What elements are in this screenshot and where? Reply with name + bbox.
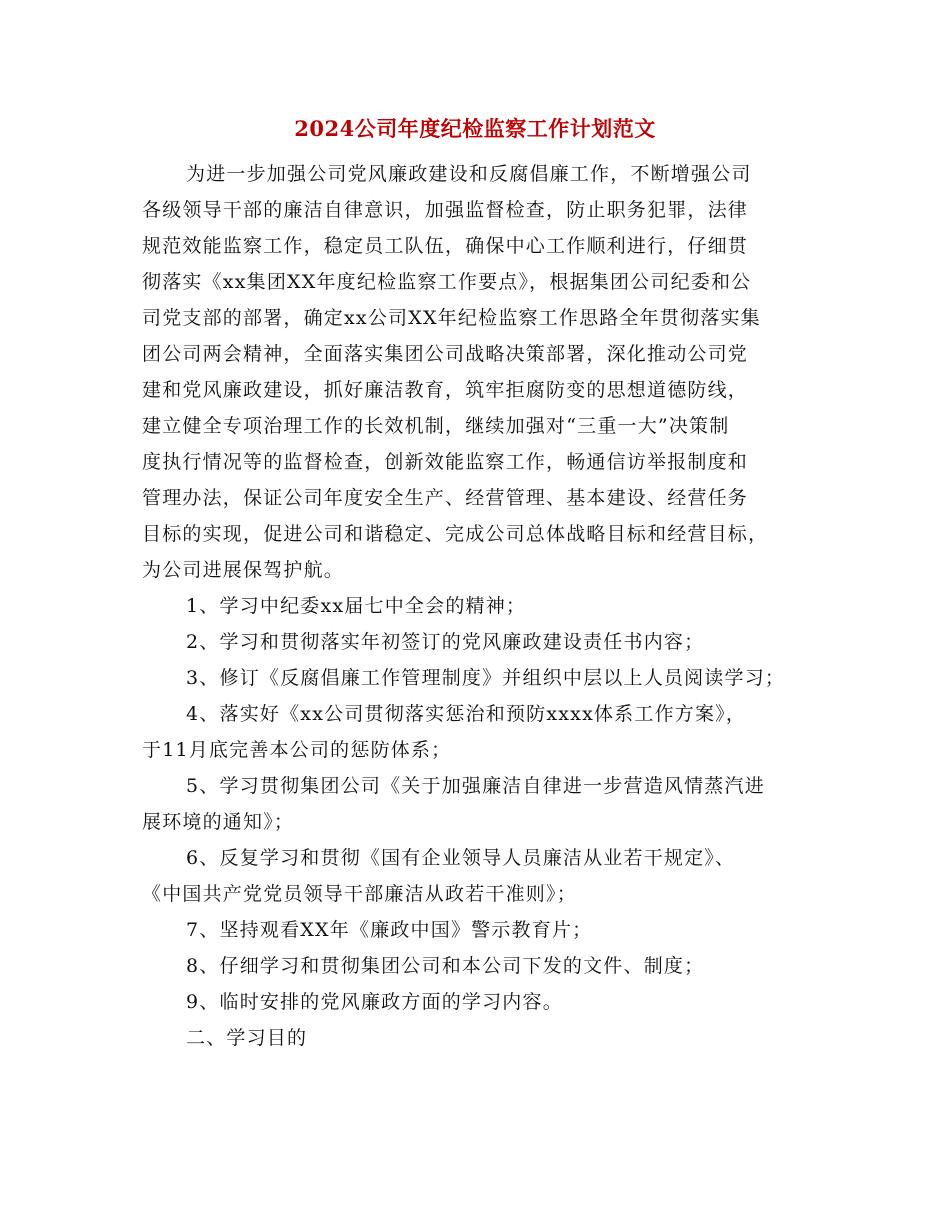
section-heading: 二、学习目的: [186, 1027, 308, 1049]
list-item: 2、学习和贯彻落实年初签订的党风廉政建设责任书内容；: [186, 631, 705, 653]
list-item: 4、落实好《xx公司贯彻落实惩治和预防xxxx体系工作方案》，: [186, 703, 747, 725]
paragraph-line: 为进一步加强公司党风廉政建设和反腐倡廉工作，不断增强公司: [186, 163, 752, 185]
list-item-continuation: 《中国共产党党员领导干部廉洁从政若干准则》；: [142, 883, 577, 905]
document-title: 2024公司年度纪检监察工作计划范文: [294, 116, 656, 141]
paragraph-line: 规范效能监察工作，稳定员工队伍，确保中心工作顺利进行，仔细贯: [142, 235, 749, 257]
list-item-continuation: 展环境的通知》；: [142, 811, 295, 833]
paragraph-line: 彻落实《xx集团XX年度纪检监察工作要点》，根据集团公司纪委和公: [142, 271, 752, 293]
list-item-continuation: 于11月底完善本公司的惩防体系；: [142, 739, 452, 761]
paragraph-line: 目标的实现，促进公司和谐稳定、完成公司总体战略目标和经营目标，: [142, 523, 769, 545]
paragraph-line: 司党支部的部署，确定xx公司XX年纪检监察工作思路全年贯彻落实集: [142, 307, 761, 329]
paragraph-line: 建立健全专项治理工作的长效机制，继续加强对“三重一大”决策制: [142, 415, 730, 437]
paragraph-line: 度执行情况等的监督检查，创新效能监察工作，畅通信访举报制度和: [142, 451, 749, 473]
paragraph-line: 团公司两会精神，全面落实集团公司战略决策部署，深化推动公司党: [142, 343, 749, 365]
paragraph-line: 为公司进展保驾护航。: [142, 559, 345, 581]
list-item: 7、坚持观看XX年《廉政中国》警示教育片；: [186, 919, 593, 941]
document-body: [142, 156, 822, 1056]
list-item: 8、仔细学习和贯彻集团公司和本公司下发的文件、制度；: [186, 955, 705, 977]
paragraph-line: 管理办法，保证公司年度安全生产、经营管理、基本建设、经营任务: [142, 487, 749, 509]
list-item: 6、反复学习和贯彻《国有企业领导人员廉洁从业若干规定》、: [186, 847, 736, 869]
paragraph-line: 各级领导干部的廉洁自律意识，加强监督检查，防止职务犯罪，法律: [142, 199, 749, 221]
list-item: 9、临时安排的党风廉政方面的学习内容。: [186, 991, 563, 1013]
list-item: 5、学习贯彻集团公司《关于加强廉洁自律进一步营造风情蒸汽进: [186, 775, 765, 797]
list-item: 1、学习中纪委xx届七中全会的精神；: [186, 595, 527, 617]
paragraph-line: 建和党风廉政建设，抓好廉洁教育，筑牢拒腐防变的思想道德防线，: [142, 379, 749, 401]
list-item: 3、修订《反腐倡廉工作管理制度》并组织中层以上人员阅读学习；: [186, 667, 786, 689]
